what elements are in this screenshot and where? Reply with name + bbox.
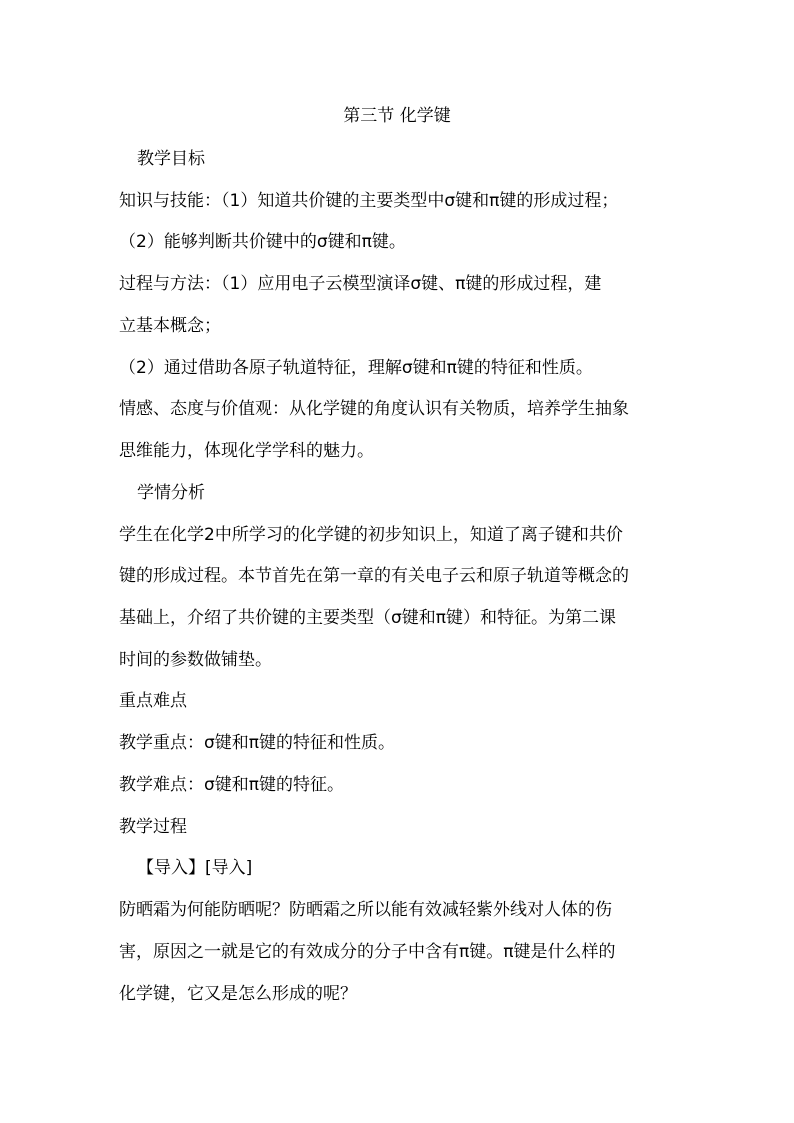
paragraph-line: 基础上，介绍了共价键的主要类型（σ键和π键）和特征。为第二课	[119, 608, 617, 628]
paragraph-line: 过程与方法：（1）应用电子云模型演译σ键、π键的形成过程，建	[119, 274, 602, 294]
document-title: 第三节 化学键	[343, 106, 451, 126]
heading-teaching-goals: 教学目标	[137, 149, 205, 169]
paragraph-line: 学生在化学2中所学习的化学键的初步知识上，知道了离子键和共价	[119, 525, 623, 545]
paragraph-line: 时间的参数做铺垫。	[119, 650, 272, 670]
paragraph-line: 教学重点：σ键和π键的特征和性质。	[119, 733, 396, 753]
paragraph-line: 防晒霜为何能防晒呢？防晒霜之所以能有效减轻紫外线对人体的伤	[119, 900, 612, 920]
paragraph-line: 情感、态度与价值观：从化学键的角度认识有关物质，培养学生抽象	[119, 399, 629, 419]
heading-teaching-process: 教学过程	[119, 817, 187, 837]
paragraph-line: 知识与技能：（1）知道共价键的主要类型中σ键和π键的形成过程；	[119, 191, 619, 211]
heading-student-analysis: 学情分析	[137, 483, 205, 503]
paragraph-line: （2）能够判断共价键中的σ键和π键。	[119, 232, 406, 252]
section-label-intro: 【导入】[导入]	[137, 858, 253, 878]
paragraph-line: （2）通过借助各原子轨道特征，理解σ键和π键的特征和性质。	[119, 358, 593, 378]
paragraph-line: 键的形成过程。本节首先在第一章的有关电子云和原子轨道等概念的	[119, 566, 629, 586]
paragraph-line: 化学键，它又是怎么形成的呢？	[119, 984, 357, 1004]
paragraph-line: 教学难点：σ键和π键的特征。	[119, 775, 345, 795]
paragraph-line: 思维能力，体现化学学科的魅力。	[119, 441, 374, 461]
paragraph-line: 害，原因之一就是它的有效成分的分子中含有π键。π键是什么样的	[119, 942, 616, 962]
paragraph-line: 立基本概念；	[119, 316, 221, 336]
heading-key-points: 重点难点	[119, 691, 187, 711]
